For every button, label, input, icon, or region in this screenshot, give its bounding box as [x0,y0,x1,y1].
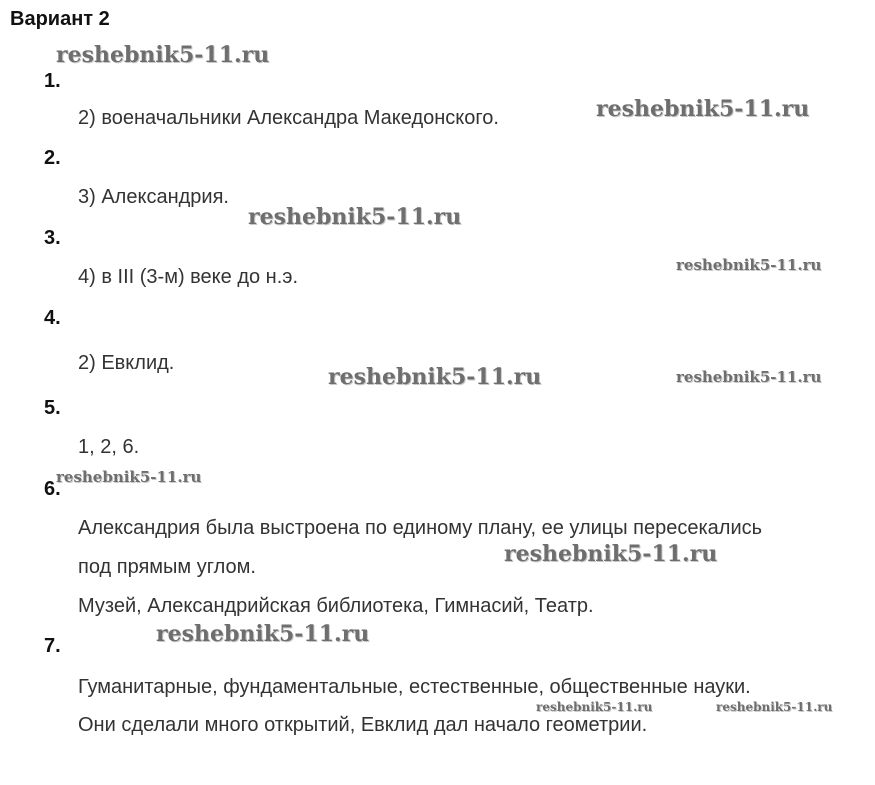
watermark: reshebnik5-11.ru [56,468,202,486]
answer-2: 3) Александрия. [78,186,229,208]
question-number-2: 2. [44,147,61,169]
answer-3: 4) в III (3-м) веке до н.э. [78,266,299,288]
answer-6-line-1: Александрия была выстроена по единому плану, ее улицы пересекались [78,517,763,539]
question-number-6: 6. [44,478,61,500]
watermark: reshebnik5-11.ru [328,364,542,390]
watermark: reshebnik5-11.ru [596,96,810,122]
question-number-1: 1. [44,70,61,92]
answer-5: 1, 2, 6. [78,436,140,458]
watermark: reshebnik5-11.ru [676,368,822,386]
question-number-7: 7. [44,635,61,657]
watermark: reshebnik5-11.ru [676,256,822,274]
page-title: Вариант 2 [10,8,110,30]
watermark: reshebnik5-11.ru [504,541,718,567]
watermark: reshebnik5-11.ru [56,42,270,68]
watermark: reshebnik5-11.ru [536,700,653,714]
question-number-3: 3. [44,227,61,249]
question-number-4: 4. [44,307,61,329]
question-number-5: 5. [44,397,61,419]
watermark: reshebnik5-11.ru [156,621,370,647]
watermark: reshebnik5-11.ru [248,204,462,230]
answer-7-line-2: Они сделали много открытий, Евклид дал начало геометрии. [78,714,648,736]
answer-6-line-2: под прямым углом. [78,556,256,578]
answer-1: 2) военачальники Александра Македонского. [78,107,499,129]
answer-7-line-1: Гуманитарные, фундаментальные, естественные, общественные науки. [78,676,751,698]
answer-4: 2) Евклид. [78,352,175,374]
watermark: reshebnik5-11.ru [716,700,833,714]
answer-6-line-3: Музей, Александрийская библиотека, Гимнасий, Театр. [78,595,594,617]
